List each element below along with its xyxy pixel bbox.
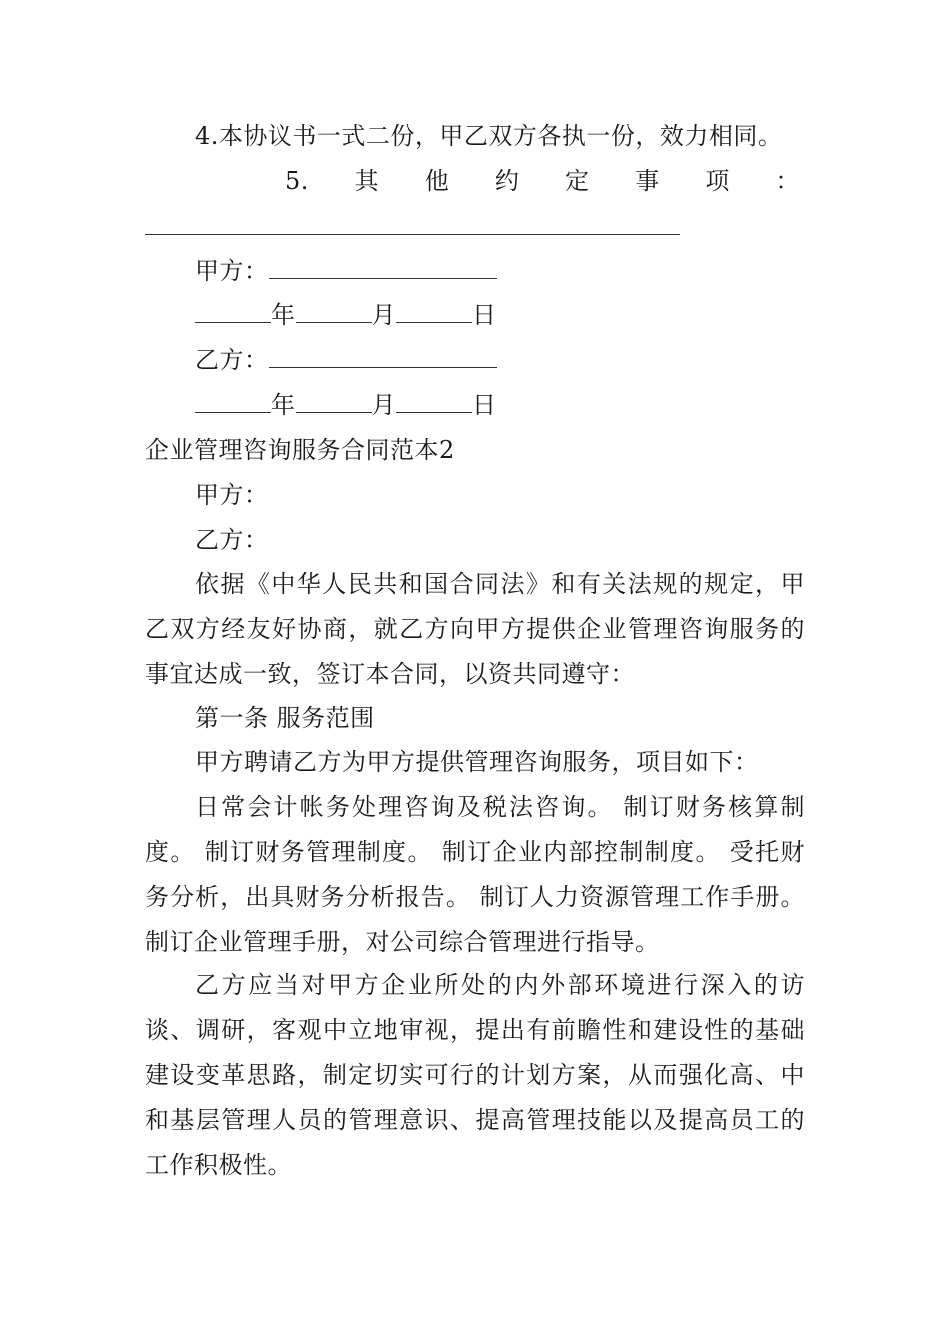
clause-5-char: 项 — [705, 167, 730, 195]
party-b-heading: 乙方： — [195, 526, 269, 554]
clause-5-char: ： — [775, 167, 800, 195]
clause-5 — [285, 166, 800, 196]
day-label: 日 — [472, 301, 497, 329]
service-items-paragraph: 日常会计帐务处理咨询及税法咨询。 制订财务核算制度。 制订财务管理制度。 制订企业内部控制制度。 受托财务分析，出具财务分析报告。 制订人力资源管理工作手册。 制订企业管理手册，对公司综合管理进行指导。 — [145, 793, 805, 956]
party-b-signature — [195, 345, 497, 375]
day-label: 日 — [472, 391, 497, 419]
party-b-label: 乙方： — [195, 346, 269, 374]
date-line-a — [195, 300, 497, 330]
party-a-label: 甲方： — [195, 257, 269, 285]
year-label: 年 — [271, 391, 296, 419]
date-line-b — [195, 390, 497, 420]
signature-blank — [269, 345, 497, 368]
day-blank — [396, 390, 472, 413]
clause-5-char: 其 — [354, 167, 380, 195]
year-blank — [195, 300, 271, 323]
duty-paragraph: 乙方应当对甲方企业所处的内外部环境进行深入的访谈、调研，客观中立地审视，提出有前瞻性和建设性的基础建设变革思路，制定切实可行的计划方案，从而强化高、中和基层管理人员的管理意识、提高管理技能以及提高员工的工作积极性。 — [145, 971, 805, 1179]
clause-4: 4.本协议书一式二份，甲乙双方各执一份，效力相同。 — [195, 122, 783, 150]
month-label: 月 — [371, 391, 396, 419]
intro-paragraph: 依据《中华人民共和国合同法》和有关法规的规定，甲乙双方经友好协商，就乙方向甲方提供企业管理咨询服务的事宜达成一致，签订本合同，以资共同遵守： — [145, 570, 805, 688]
article-1-intro: 甲方聘请乙方为甲方提供管理咨询服务，项目如下： — [195, 748, 759, 776]
contract-2-title: 企业管理咨询服务合同范本2 — [145, 436, 455, 464]
clause-5-char: 5. — [285, 167, 309, 195]
month-label: 月 — [371, 301, 396, 329]
clause-5-char: 他 — [424, 167, 450, 195]
clause-5-char: 约 — [494, 167, 520, 195]
party-a-heading: 甲方： — [195, 481, 269, 509]
party-a-signature — [195, 256, 497, 286]
article-1-heading: 第一条 服务范围 — [195, 704, 375, 732]
clause-5-char: 事 — [635, 167, 660, 195]
day-blank — [396, 300, 472, 323]
signature-blank — [269, 256, 497, 279]
month-blank — [296, 300, 372, 323]
year-label: 年 — [271, 301, 296, 329]
blank-rule — [145, 234, 680, 235]
year-blank — [195, 390, 271, 413]
clause-5-char: 定 — [565, 167, 590, 195]
month-blank — [296, 390, 372, 413]
